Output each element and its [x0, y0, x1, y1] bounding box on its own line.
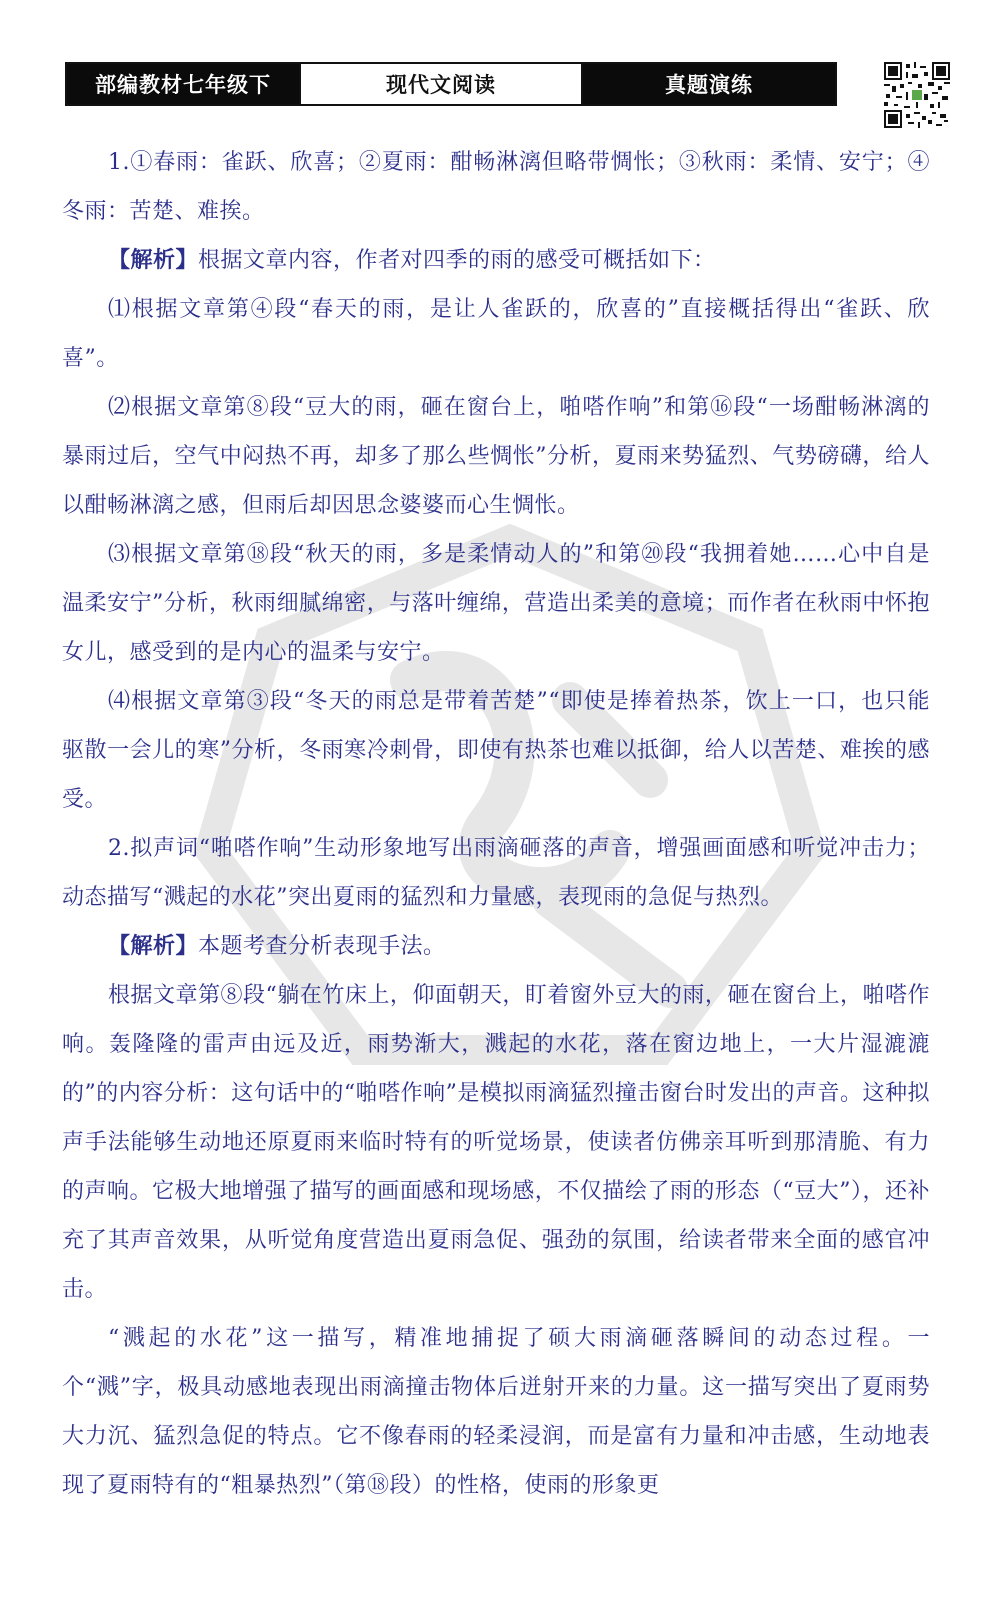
analysis-2-splash: “溅起的水花”这一描写，精准地捕捉了硕大雨滴砸落瞬间的动态过程。一个“溅”字，极具动感地表现出雨滴撞击物体后迸射开来的力量。这一描写突出了夏雨势大力沉、猛烈急促的特点。它不像春雨的轻柔浸润，而是富有力量和冲击感，生动地表现了夏雨特有的“粗暴热烈”（第⑱段）的性格，使雨的形象更: [62, 1326, 930, 1498]
analysis-1-winter: ⑷根据文章第③段“冬天的雨总是带着苦楚”“即使是捧着热茶，饮上一口，也只能驱散一会儿的寒”分析，冬雨寒冷刺骨，即使有热茶也难以抵御，给人以苦楚、难挨的感受。: [62, 689, 930, 812]
header-bar: [65, 62, 837, 106]
analysis-text: 根据文章内容，作者对四季的雨的感受可概括如下：: [198, 248, 716, 273]
qr-code-icon: [884, 62, 950, 128]
analysis-2-intro: [62, 922, 930, 971]
analysis-1-spring: ⑴根据文章第④段“春天的雨，是让人雀跃的，欣喜的”直接概括得出“雀跃、欣喜”。: [62, 297, 930, 371]
header-grade-label: 部编教材七年级下: [67, 64, 299, 104]
analysis-1-autumn: ⑶根据文章第⑱段“秋天的雨，多是柔情动人的”和第⑳段“我拥着她……心中自是温柔安宁”分析，秋雨细腻绵密，与落叶缠绵，营造出柔美的意境；而作者在秋雨中怀抱女儿，感受到的是内心的温柔与安宁。: [62, 542, 930, 665]
header-practice-label: 真题演练: [583, 64, 835, 104]
analysis-2-sound: 根据文章第⑧段“躺在竹床上，仰面朝天，盯着窗外豆大的雨，砸在窗台上，啪嗒作响。轰隆隆的雷声由远及近，雨势渐大，溅起的水花，落在窗边地上，一大片湿漉漉的”的内容分析：这句话中的“啪嗒作响”是模拟雨滴猛烈撞击窗台时发出的声音。这种拟声手法能够生动地还原夏雨来临时特有的听觉场景，使读者仿佛亲耳听到那清脆、有力的声响。它极大地增强了描写的画面感和现场感，不仅描绘了雨的形态（“豆大”），还补充了其声音效果，从听觉角度营造出夏雨急促、强劲的氛围，给读者带来全面的感官冲击。: [62, 983, 930, 1302]
analysis-text: 本题考查分析表现手法。: [198, 934, 446, 959]
analysis-tag: 【解析】: [108, 933, 199, 959]
answer-2: 2.拟声词“啪嗒作响”生动形象地写出雨滴砸落的声音，增强画面感和听觉冲击力；动态描写“溅起的水花”突出夏雨的猛烈和力量感，表现雨的急促与热烈。: [62, 836, 930, 910]
answer-1: 1.①春雨：雀跃、欣喜；②夏雨：酣畅淋漓但略带惆怅；③秋雨：柔情、安宁；④冬雨：苦楚、难挨。: [62, 150, 930, 224]
analysis-1-intro: [62, 236, 930, 285]
answer-content: [62, 138, 930, 1510]
header-section-title: 现代文阅读: [299, 64, 583, 104]
analysis-1-summer: ⑵根据文章第⑧段“豆大的雨，砸在窗台上，啪嗒作响”和第⑯段“一场酣畅淋漓的暴雨过后，空气中闷热不再，却多了那么些惆怅”分析，夏雨来势猛烈、气势磅礴，给人以酣畅淋漓之感，但雨后却因思念婆婆而心生惆怅。: [62, 395, 930, 518]
analysis-tag: 【解析】: [108, 247, 199, 273]
